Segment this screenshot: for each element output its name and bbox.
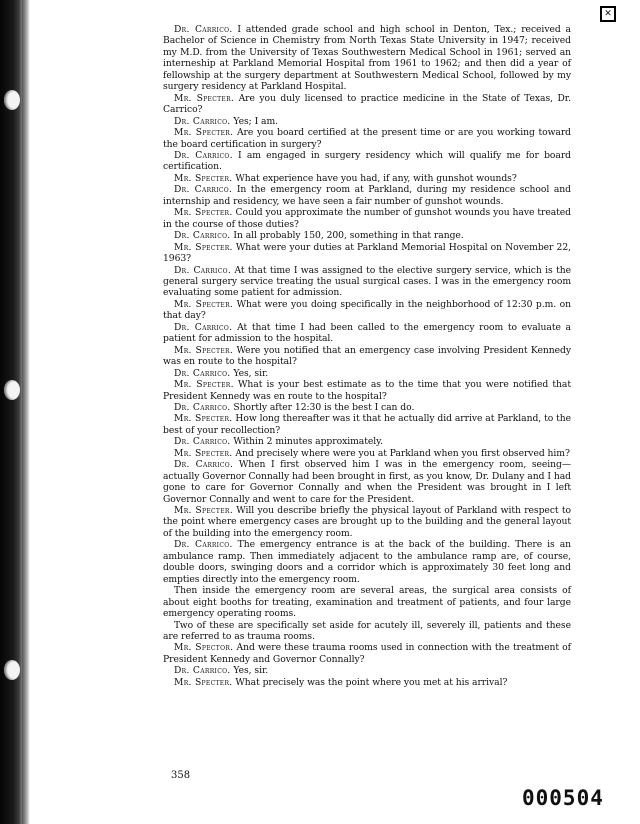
testimony-paragraph — [163, 448, 571, 459]
paragraph-text: How long thereafter was it that he actually did arrive at Parkland, to the best of your recollection? — [163, 413, 571, 436]
paragraph-text: Were you notified that an emergency case involving President Kennedy was en route to the hospital? — [163, 344, 571, 368]
testimony-paragraph — [163, 184, 571, 207]
speaker-label: Mr. Specter. — [174, 207, 233, 219]
paragraph-text: What were you doing specifically in the neighborhood of 12:30 p.m. on that day? — [163, 298, 571, 322]
speaker-label: Mr. Specter. — [174, 127, 234, 139]
testimony-paragraph — [163, 620, 571, 643]
testimony-paragraph — [163, 299, 571, 322]
paragraph-text: I attended grade school and high school in Denton, Tex.; received a Bachelor of Science in Chemistry from North Texas State University in 1947; received my M.D. from the University of Texas Southwestern Medical School in 1961; served an interneship at Parkland Memorial Hospital from 1961 to 1962; and then did a year of fellowship at the surgery department at Southwestern Medical School, followed by my surgery residency at Parkland Hospital. — [163, 24, 571, 93]
speaker-label: Mr. Spector. — [174, 642, 234, 654]
testimony-paragraph — [163, 402, 571, 413]
testimony-paragraph — [163, 127, 571, 150]
testimony-paragraph — [163, 368, 571, 379]
testimony-paragraph — [163, 242, 571, 265]
speaker-label: Dr. Carrico. — [174, 321, 233, 333]
testimony-paragraph — [163, 207, 571, 230]
speaker-label: Mr. Specter. — [174, 379, 234, 391]
speaker-label: Mr. Specter. — [174, 92, 235, 104]
paragraph-text: And were these trauma rooms used in connection with the treatment of President Kennedy and Governor Connally? — [163, 642, 571, 665]
document-id-stamp: 000504 — [522, 786, 604, 810]
speaker-label: Dr. Carrico. — [174, 149, 233, 161]
testimony-paragraph — [163, 322, 571, 345]
paragraph-text: What precisely was the point where you met at his arrival? — [232, 676, 508, 688]
paragraph-text: Are you duly licensed to practice medicine in the State of Texas, Dr. Carrico? — [163, 92, 571, 116]
testimony-paragraph — [163, 505, 571, 539]
paragraph-text: Within 2 minutes approximately. — [230, 436, 383, 448]
binder-hole — [4, 380, 20, 400]
testimony-paragraph — [163, 436, 571, 447]
paragraph-text: Could you approximate the number of gunshot wounds you have treated in the course of those duties? — [163, 207, 571, 230]
speaker-label: Dr. Carrico. — [174, 459, 234, 471]
testimony-paragraph — [163, 173, 571, 184]
speaker-label: Dr. Carrico. — [174, 24, 233, 35]
binder-hole — [4, 90, 20, 110]
paragraph-text: What is your best estimate as to the time that you were notified that President Kennedy was en route to the hospital? — [163, 379, 571, 402]
paragraph-text: Yes, sir. — [230, 367, 269, 379]
paragraph-text: The emergency entrance is at the back of the building. There is an ambulance ramp. Then immediately adjacent to the ambulance ramp are, of course, double doors, swinging doors and a corridor which is approximately 30 feet long and empties directly into the emergency room. — [163, 539, 571, 585]
speaker-label: Mr. Specter. — [174, 241, 233, 253]
paragraph-text: Two of these are specifically set aside for acutely ill, severely ill, patients and these are referred to as trauma rooms. — [163, 619, 571, 643]
testimony-paragraph — [163, 345, 571, 368]
paragraph-text: At that time I had been called to the emergency room to evaluate a patient for admission to the hospital. — [163, 321, 571, 345]
speaker-label: Dr. Carrico. — [174, 184, 233, 196]
paragraph-text: Are you board certified at the present time or are you working toward the board certification in surgery? — [163, 127, 571, 150]
paragraph-text: At that time I was assigned to the elective surgery service, which is the general surgery service treating the usual surgical cases. I was in the emergency room evaluating some patient for admission. — [163, 264, 571, 299]
testimony-paragraph — [163, 539, 571, 585]
testimony-paragraph — [163, 230, 571, 241]
testimony-paragraph — [163, 116, 571, 127]
page-binding-edge — [22, 0, 30, 824]
paragraph-text: In all probably 150, 200, something in that range. — [230, 230, 464, 242]
testimony-paragraph — [163, 379, 571, 402]
testimony-paragraph — [163, 642, 571, 665]
paragraph-text: And precisely where were you at Parkland when you first observed him? — [232, 447, 570, 459]
corner-check-mark: ✕ — [600, 6, 616, 22]
speaker-label: Mr. Specter. — [174, 344, 234, 356]
page-binding-shadow — [0, 0, 22, 824]
speaker-label: Dr. Carrico. — [174, 367, 231, 379]
testimony-paragraph — [163, 93, 571, 116]
paragraph-text: What were your duties at Parkland Memorial Hospital on November 22, 1963? — [163, 241, 571, 265]
paragraph-text: When I first observed him I was in the emergency room, seeing—actually Governor Connally had been brought in first, as you know, Dr. Dulany and I had gone to care for Governor Connally and when the President was brought in I left Governor Connally and went to care for the President. — [163, 459, 571, 505]
page-number: 358 — [171, 770, 191, 781]
testimony-text-body — [163, 24, 571, 688]
paragraph-text: Yes; I am. — [230, 115, 278, 127]
testimony-paragraph — [163, 677, 571, 688]
speaker-label: Mr. Specter. — [174, 298, 234, 310]
testimony-paragraph — [163, 150, 571, 173]
speaker-label: Mr. Specter. — [174, 676, 233, 688]
speaker-label: Dr. Carrico. — [174, 539, 233, 551]
speaker-label: Dr. Carrico. — [174, 264, 232, 276]
binder-hole — [4, 660, 20, 680]
testimony-paragraph — [163, 413, 571, 436]
paragraph-text: Will you describe briefly the physical layout of Parkland with respect to the point where emergency cases are brought up to the building and the general layout of the building into the emergency room. — [163, 505, 571, 539]
speaker-label: Mr. Specter. — [174, 172, 233, 184]
speaker-label: Mr. Specter. — [174, 447, 233, 459]
testimony-paragraph — [163, 24, 571, 93]
testimony-paragraph — [163, 265, 571, 299]
speaker-label: Dr. Carrico. — [174, 665, 231, 677]
paragraph-text: What experience have you had, if any, with gunshot wounds? — [232, 172, 517, 184]
paragraph-text: In the emergency room at Parkland, during my residence school and internship and residency, we have seen a fair number of gunshot wounds. — [163, 184, 571, 207]
testimony-paragraph — [163, 665, 571, 676]
paragraph-text: Then inside the emergency room are several areas, the surgical area consists of about eight booths for treating, examination and treatment of patients, and four large emergency operating rooms. — [163, 585, 571, 620]
speaker-label: Dr. Carrico. — [174, 436, 231, 448]
paragraph-text: I am engaged in surgery residency which will qualify me for board certification. — [163, 149, 571, 173]
speaker-label: Dr. Carrico. — [174, 401, 231, 413]
speaker-label: Dr. Carrico. — [174, 230, 231, 242]
paragraph-text: Shortly after 12:30 is the best I can do. — [230, 401, 415, 413]
testimony-paragraph — [163, 459, 571, 505]
paragraph-text: Yes, sir. — [230, 665, 269, 677]
speaker-label: Mr. Specter. — [174, 413, 233, 425]
speaker-label: Dr. Carrico. — [174, 115, 231, 127]
testimony-paragraph — [163, 585, 571, 619]
speaker-label: Mr. Specter. — [174, 505, 233, 517]
